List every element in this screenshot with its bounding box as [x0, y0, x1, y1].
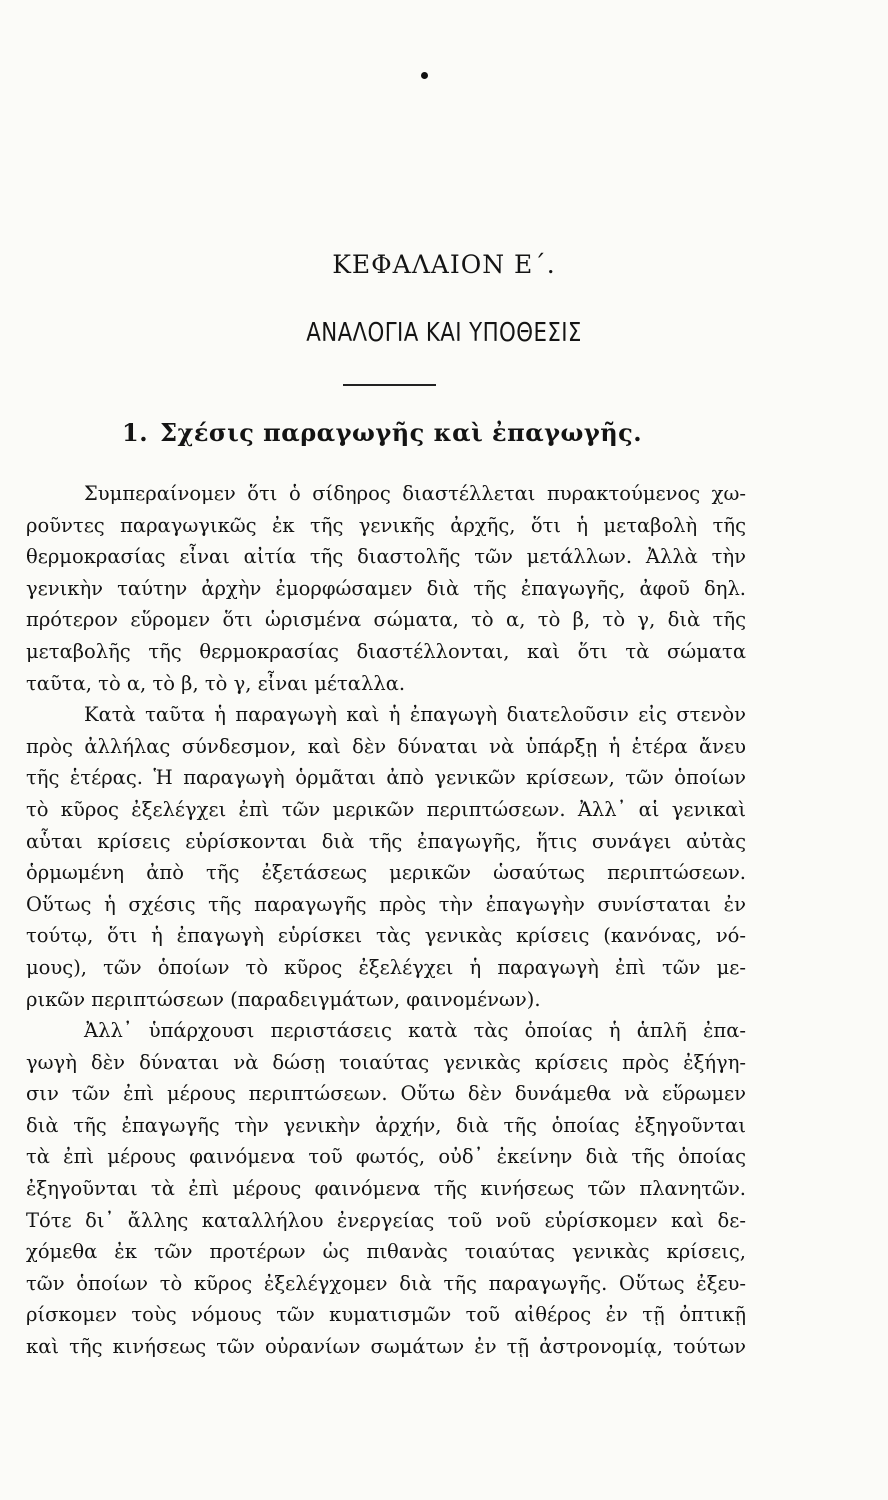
text-line: καὶ τῆς κινήσεως τῶν οὐρανίων σωμάτων ἐν τῇ ἀστρονομίᾳ, τούτων [26, 1335, 746, 1359]
text-line: ρίσκομεν τοὺς νόμους τῶν κυματισμῶν τοῦ αἰθέρος ἐν τῇ ὀπτικῇ [26, 1303, 746, 1327]
text-line: μεταβολῆς τῆς θερμοκρασίας διαστέλλονται, καὶ ὅτι τὰ σώματα [26, 639, 746, 663]
paragraph-2 [26, 699, 746, 1015]
text-line: Ἀλλ᾽ ὑπάρχουσι περιστάσεις κατὰ τὰς ὁποίας ἡ ἁπλῆ ἐπα- [84, 1019, 746, 1043]
text-line: τὸ κῦρος ἐξελέγχει ἐπὶ τῶν μερικῶν περιπτώσεων. Ἀλλ᾽ αἱ γενικαὶ [26, 797, 746, 821]
chapter-subtitle: ΑΝΑΛΟΓΙΑ ΚΑΙ ΥΠΟΘΕΣΙΣ [306, 318, 582, 348]
text-line: αὗται κρίσεις εὑρίσκονται διὰ τῆς ἐπαγωγῆς, ἥτις συνάγει αὐτὰς [26, 829, 746, 853]
body-text [26, 478, 746, 1363]
text-line: πρὸς ἀλλήλας σύνδεσμον, καὶ δὲν δύναται νὰ ὑπάρξῃ ἡ ἑτέρα ἄνευ [26, 734, 746, 758]
text-line: ρικῶν περιπτώσεων (παραδειγμάτων, φαινομένων). [26, 987, 541, 1011]
text-line: διὰ τῆς ἐπαγωγῆς τὴν γενικὴν ἀρχήν, διὰ τῆς ὁποίας ἐξηγοῦνται [26, 1113, 746, 1137]
section-title: Σχέσις παραγωγῆς καὶ ἐπαγωγῆς. [160, 418, 643, 447]
text-line: Οὕτως ἡ σχέσις τῆς παραγωγῆς πρὸς τὴν ἐπαγωγὴν συνίσταται ἐν [26, 892, 746, 916]
paragraph-3 [26, 1015, 746, 1363]
section-number: 1. [122, 418, 149, 447]
text-line: Τότε δι᾽ ἄλλης καταλλήλου ἐνεργείας τοῦ νοῦ εὑρίσκομεν καὶ δε- [26, 1208, 746, 1232]
text-line: ροῦντες παραγωγικῶς ἐκ τῆς γενικῆς ἀρχῆς, ὅτι ἡ μεταβολὴ τῆς [26, 513, 746, 537]
text-line: τῆς ἑτέρας. Ἡ παραγωγὴ ὁρμᾶται ἀπὸ γενικῶν κρίσεων, τῶν ὁποίων [26, 766, 746, 790]
text-line: τῶν ὁποίων τὸ κῦρος ἐξελέγχομεν διὰ τῆς παραγωγῆς. Οὕτως ἐξευ- [26, 1271, 746, 1295]
text-line: τὰ ἐπὶ μέρους φαινόμενα τοῦ φωτός, οὐδ᾽ ἐκείνην διὰ τῆς ὁποίας [26, 1145, 746, 1169]
title-rule [343, 384, 436, 386]
text-line: χόμεθα ἐκ τῶν προτέρων ὡς πιθανὰς τοιαύτας γενικὰς κρίσεις, [26, 1240, 746, 1264]
text-line: σιν τῶν ἐπὶ μέρους περιπτώσεων. Οὕτω δὲν δυνάμεθα νὰ εὕρωμεν [26, 1082, 746, 1106]
text-line: ἐξηγοῦνται τὰ ἐπὶ μέρους φαινόμενα τῆς κινήσεως τῶν πλανητῶν. [26, 1177, 746, 1201]
text-line: ὁρμωμένη ἀπὸ τῆς ἐξετάσεως μερικῶν ὡσαύτως περιπτώσεων. [26, 861, 746, 885]
chapter-heading: ΚΕΦΑΛΑΙΟΝ Ε΄. [332, 250, 556, 279]
text-line: Κατὰ ταῦτα ἡ παραγωγὴ καὶ ἡ ἐπαγωγὴ διατελοῦσιν εἰς στενὸν [84, 703, 746, 727]
text-line: τούτῳ, ὅτι ἡ ἐπαγωγὴ εὑρίσκει τὰς γενικὰς κρίσεις (κανόνας, νό- [26, 924, 746, 948]
text-line: γωγὴ δὲν δύναται νὰ δώσῃ τοιαύτας γενικὰς κρίσεις πρὸς ἐξήγη- [26, 1050, 746, 1074]
text-line: Συμπεραίνομεν ὅτι ὁ σίδηρος διαστέλλεται πυρακτούμενος χω- [84, 482, 746, 505]
text-line: πρότερον εὕρομεν ὅτι ὡρισμένα σώματα, τὸ α, τὸ β, τὸ γ, διὰ τῆς [26, 608, 746, 632]
text-line: γενικὴν ταύτην ἀρχὴν ἐμορφώσαμεν διὰ τῆς ἐπαγωγῆς, ἀφοῦ δηλ. [26, 576, 746, 600]
ink-dot [421, 72, 428, 79]
text-line: ταῦτα, τὸ α, τὸ β, τὸ γ, εἶναι μέταλλα. [26, 671, 406, 695]
paragraph-1 [26, 478, 746, 699]
text-line: μους), τῶν ὁποίων τὸ κῦρος ἐξελέγχει ἡ παραγωγὴ ἐπὶ τῶν με- [26, 955, 746, 979]
section-heading [122, 418, 642, 447]
text-line: θερμοκρασίας εἶναι αἰτία τῆς διαστολῆς τῶν μετάλλων. Ἀλλὰ τὴν [26, 545, 746, 569]
